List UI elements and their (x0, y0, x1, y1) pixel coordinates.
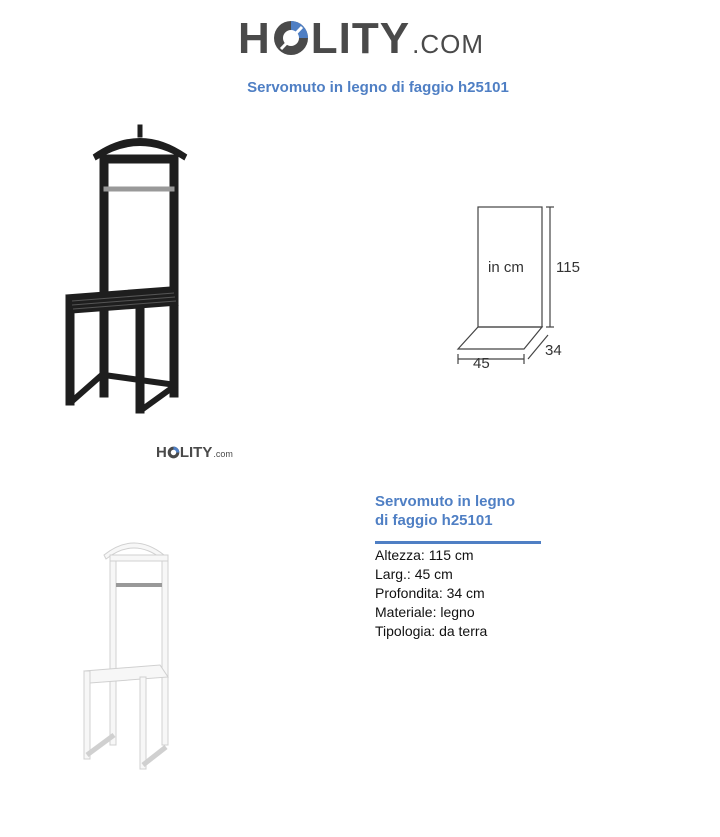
small-logo-suffix: .com (213, 449, 233, 459)
spec-title-line2: di faggio h25101 (375, 512, 493, 529)
holity-logo (238, 14, 484, 64)
spec-item-depth: Profondita: 34 cm (375, 585, 485, 601)
unit-label: in cm (488, 259, 524, 276)
logo-letters: LITY (310, 14, 411, 63)
spec-item-width: Larg.: 45 cm (375, 566, 453, 582)
small-logo-letters: LITY (179, 444, 213, 461)
holity-small-logo (156, 444, 233, 461)
small-logo-o-mark (167, 446, 180, 459)
dark-valet-stand-image (0, 115, 240, 440)
height-label: 115 (556, 259, 580, 276)
dimension-diagram (440, 195, 600, 375)
page-title: Servomuto in legno di faggio h25101 (247, 79, 509, 96)
spec-title-line1: Servomuto in legno (375, 493, 516, 510)
spec-item-type: Tipologia: da terra (375, 623, 488, 639)
spec-divider (375, 541, 541, 544)
spec-title (375, 492, 545, 530)
width-label: 45 (473, 355, 490, 372)
white-valet-stand-image (60, 525, 210, 780)
logo-o-mark (272, 18, 310, 56)
small-logo-letter-h: H (156, 444, 167, 461)
logo-letter-h: H (238, 14, 271, 63)
logo-suffix: .COM (412, 29, 484, 59)
spec-item-height: Altezza: 115 cm (375, 547, 474, 563)
spec-list (375, 546, 487, 641)
spec-item-material: Materiale: legno (375, 604, 475, 620)
depth-label: 34 (545, 342, 562, 359)
